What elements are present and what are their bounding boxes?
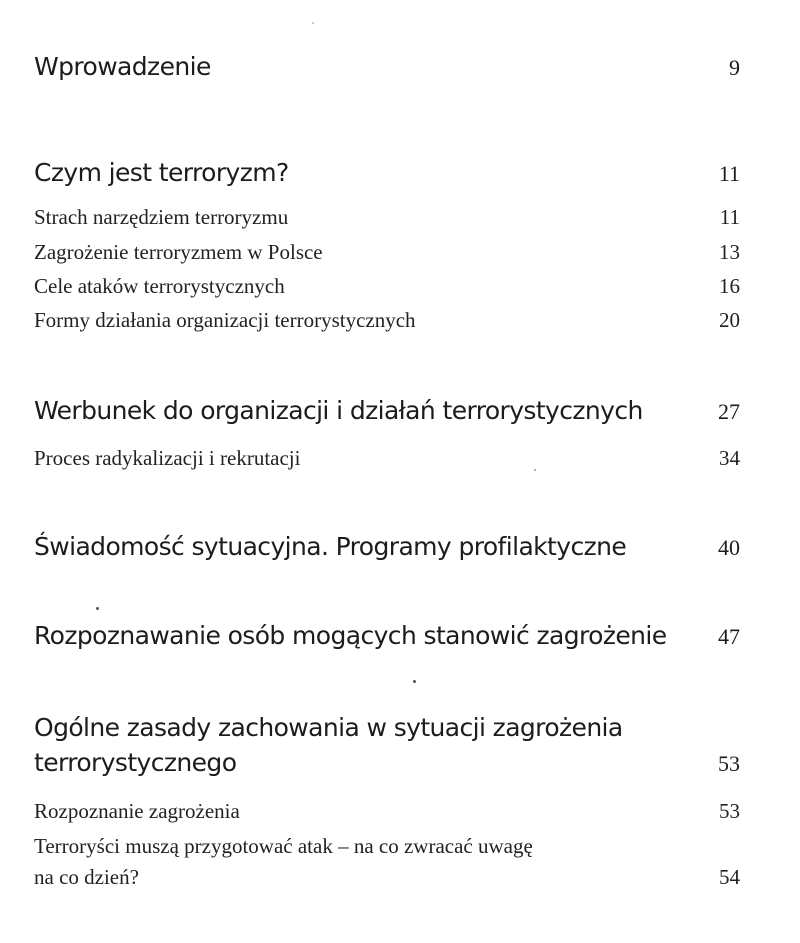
section-title: Proces radykalizacji i rekrutacji: [34, 446, 301, 470]
page-number: 53: [718, 751, 740, 776]
section-title: Formy działania organizacji terrorystycznych: [34, 308, 416, 332]
page-number: 53: [719, 799, 740, 823]
chapter-title-line2: terrorystycznego: [34, 748, 237, 777]
page-number: 11: [719, 205, 740, 229]
toc-chapter-introduction[interactable]: [34, 52, 740, 81]
page-number: 47: [718, 624, 740, 649]
chapter-title: Świadomość sytuacyjna. Programy profilaktyczne: [34, 532, 627, 561]
toc-section[interactable]: [34, 274, 740, 299]
toc-chapter-what-is-terrorism[interactable]: [34, 158, 740, 187]
chapter-title: Werbunek do organizacji i działań terrorystycznych: [34, 396, 643, 425]
scan-speck: [96, 607, 99, 610]
toc-section[interactable]: [34, 240, 740, 265]
toc-section[interactable]: [34, 308, 740, 333]
section-title-line2: na co dzień?: [34, 865, 139, 889]
section-title: Rozpoznanie zagrożenia: [34, 799, 240, 823]
toc-section-multiline[interactable]: [34, 834, 740, 890]
page-number: 34: [719, 446, 740, 470]
section-title-line1: Terroryści muszą przygotować atak – na co zwracać uwagę: [34, 834, 533, 858]
scan-speck: [413, 680, 416, 683]
page-number: 16: [719, 274, 740, 298]
chapter-title: Wprowadzenie: [34, 52, 211, 81]
scan-speck: [534, 469, 536, 471]
toc-chapter-recruitment[interactable]: [34, 396, 740, 425]
section-title: Strach narzędziem terroryzmu: [34, 205, 289, 229]
page-number: 11: [718, 161, 740, 186]
scan-speck: [312, 22, 314, 24]
page-number: 27: [718, 399, 740, 424]
chapter-title: Czym jest terroryzm?: [34, 158, 289, 187]
toc-section[interactable]: [34, 446, 740, 471]
page-number: 9: [729, 55, 740, 80]
toc-section[interactable]: [34, 799, 740, 824]
page-number: 40: [718, 535, 740, 560]
toc-chapter-recognizing-threats[interactable]: [34, 621, 740, 650]
page-number: 20: [719, 308, 740, 332]
toc-chapter-situational-awareness[interactable]: [34, 532, 740, 561]
page-number: 13: [719, 240, 740, 264]
section-title: Zagrożenie terroryzmem w Polsce: [34, 240, 323, 264]
section-title: Cele ataków terrorystycznych: [34, 274, 285, 298]
chapter-title: Rozpoznawanie osób mogących stanowić zagrożenie: [34, 621, 667, 650]
chapter-title-line1: Ogólne zasady zachowania w sytuacji zagrożenia: [34, 713, 623, 742]
toc-section[interactable]: [34, 205, 740, 230]
page-number: 54: [719, 865, 740, 889]
toc-chapter-general-rules[interactable]: [34, 713, 740, 777]
